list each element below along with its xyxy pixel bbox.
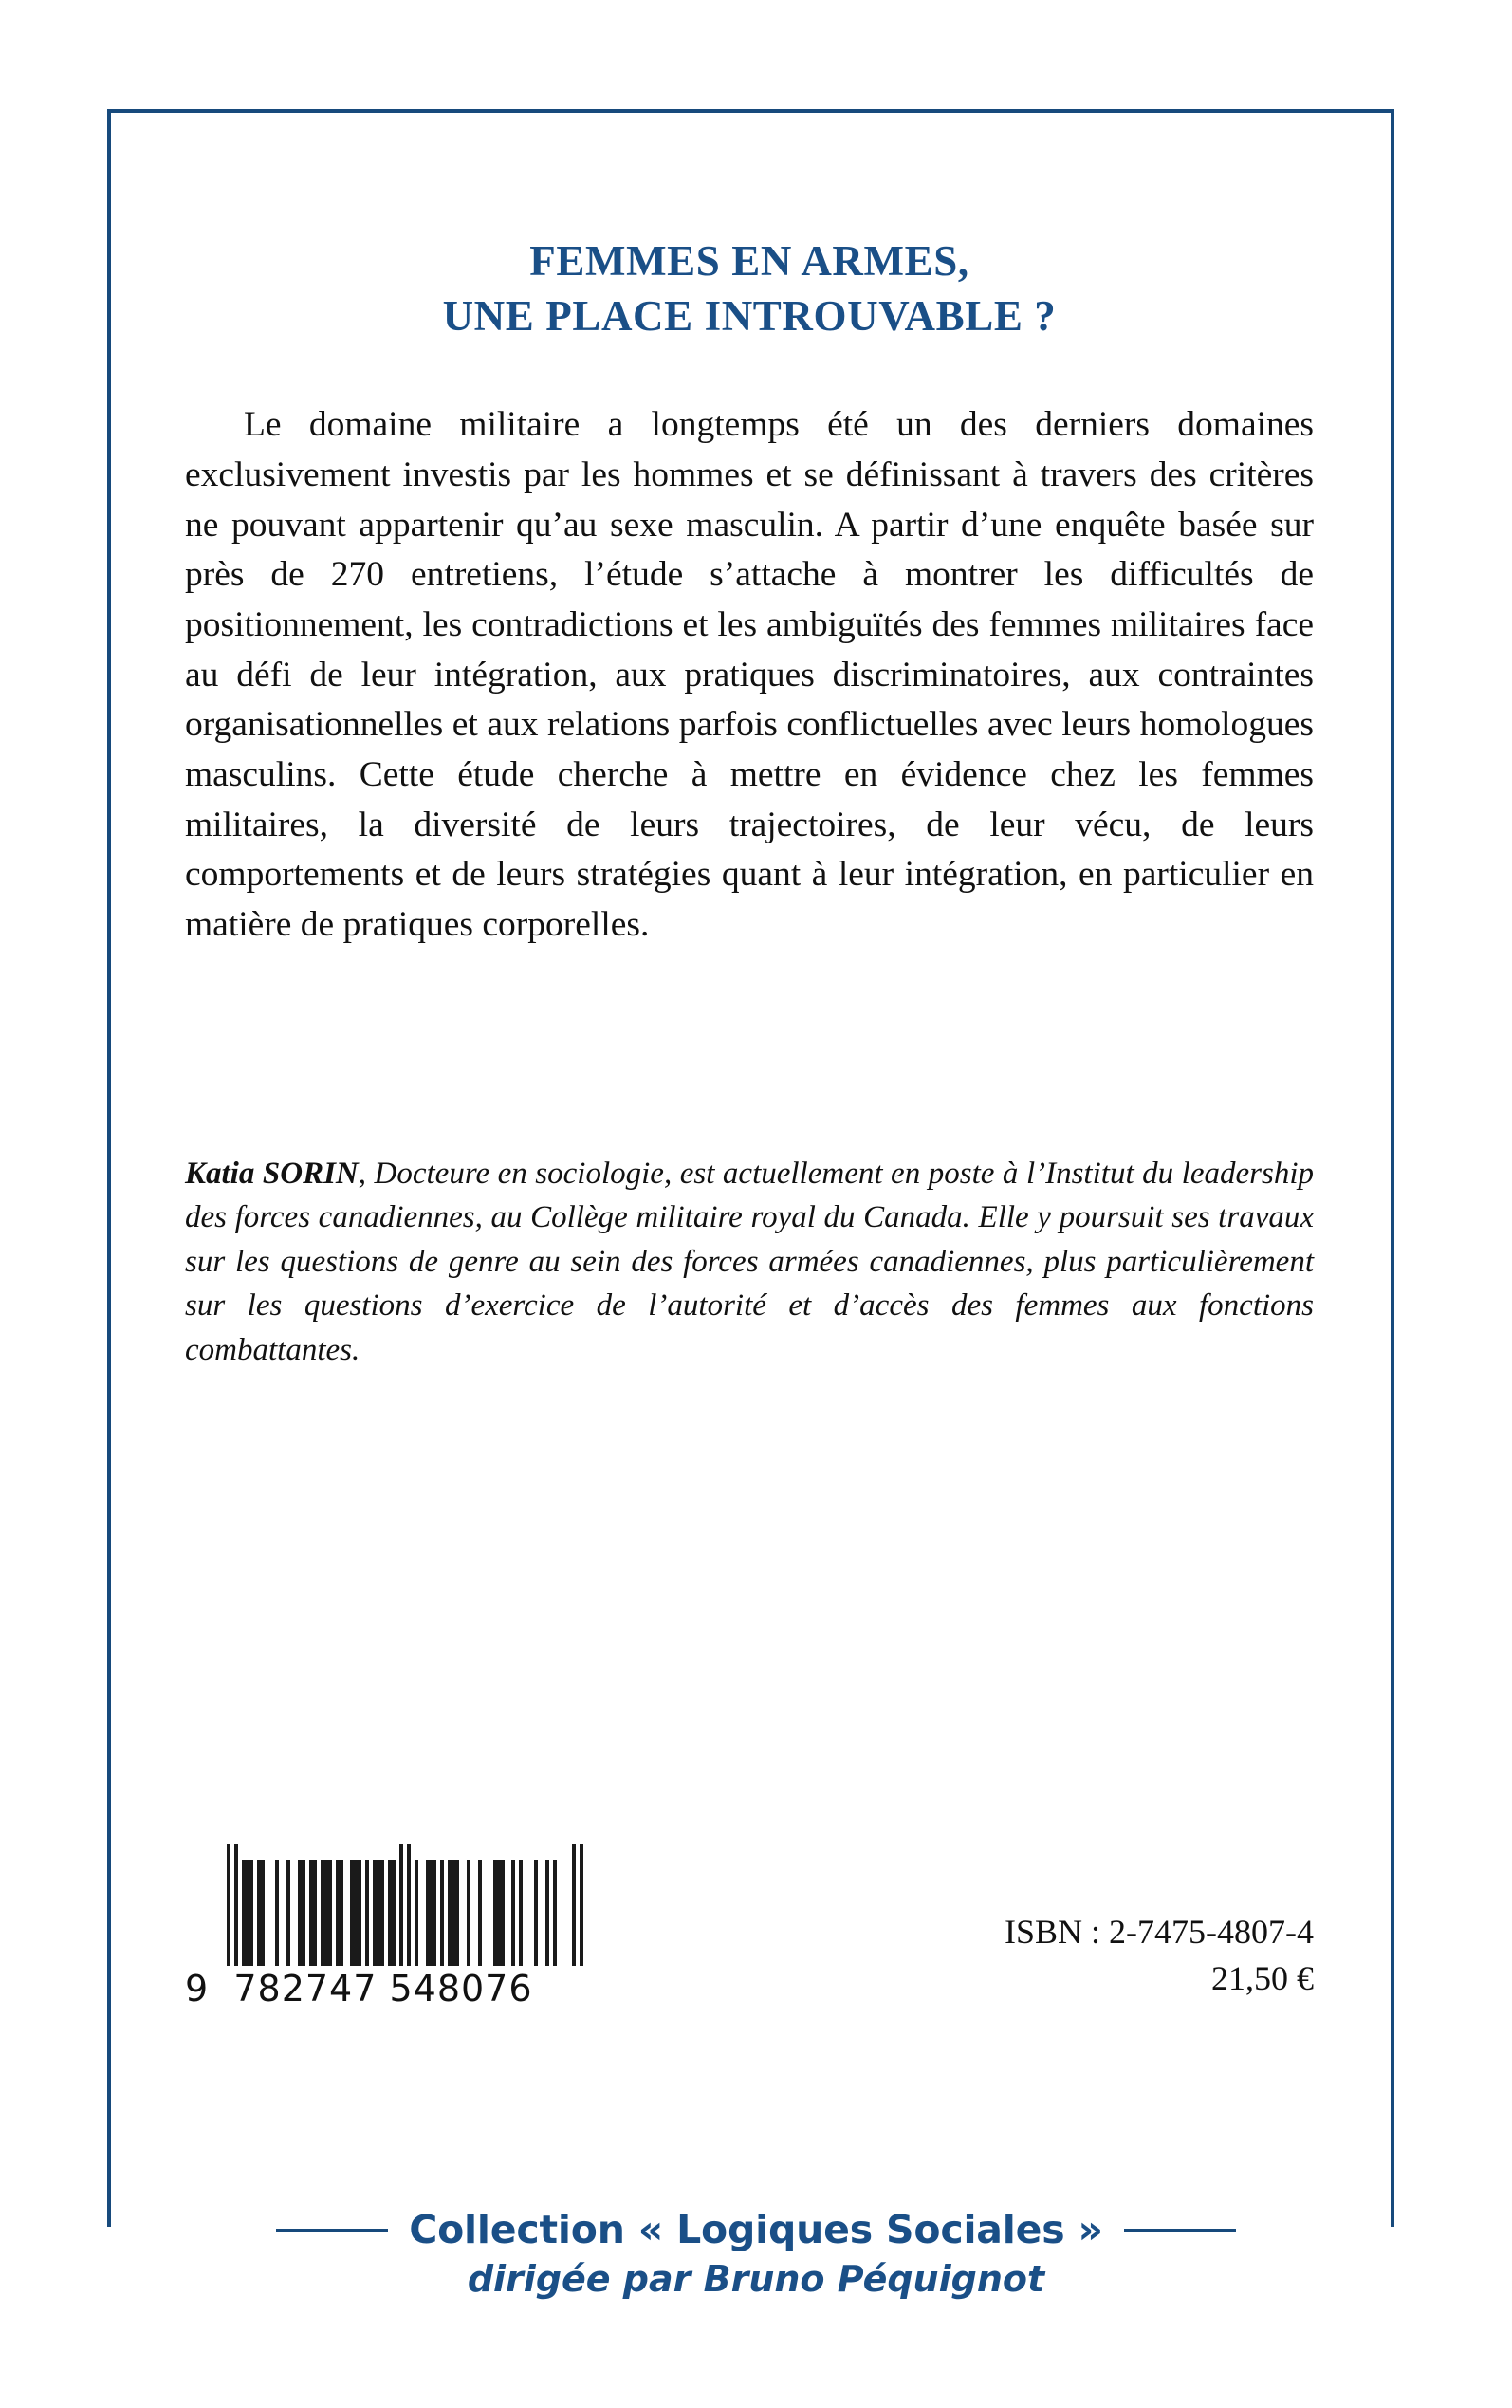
isbn-value: ISBN : 2-7475-4807-4	[1005, 1913, 1314, 1951]
collection-name: Collection « Logiques Sociales »	[409, 2207, 1103, 2252]
isbn-barcode-row	[185, 1860, 1314, 2078]
price-value: 21,50 €	[1211, 1958, 1314, 1997]
footer-rule-left	[276, 2229, 388, 2232]
author-name: Katia SORIN	[185, 1156, 359, 1191]
barcode-bars	[227, 1860, 583, 1966]
title-line-2: UNE PLACE INTROUVABLE ?	[442, 291, 1057, 340]
barcode-digits: 9 782747 548076	[185, 1968, 533, 2010]
collection-director: dirigée par Bruno Péquignot	[467, 2258, 1045, 2300]
collection-footer	[0, 2207, 1512, 2300]
cover-content	[185, 109, 1314, 1403]
collection-line	[0, 2207, 1512, 2252]
ean13-barcode	[185, 1860, 583, 2010]
author-bio	[185, 1152, 1314, 1373]
book-blurb: Le domaine militaire a longtemps été un des derniers domaines exclusivement investis par les hommes et se définissant à travers des critères ne pouvant appartenir qu’au sexe masculin. A partir d’une enquête basée sur près de 270 entretiens, l’étude s’attache à montrer les difficultés de positionnement, les contradictions et les ambiguïtés des femmes militaires face au défi de leur intégration, aux pratiques discriminatoires, aux contraintes organisationnelles et aux relations parfois conflictuelles avec leurs homologues masculins. Cette étude cherche à mettre en évidence chez les femmes militaires, la diversité de leurs trajectoires, de leur vécu, de leurs comportements et de leurs stratégies quant à leur intégration, en particulier en matière de pratiques corporelles.	[185, 405, 1314, 945]
author-bio-text: , Docteure en sociologie, est actuellement en poste à l’Institut du leadership des forces canadiennes, au Collège militaire royal du Canada. Elle y poursuit ses travaux sur les questions de genre au sein des forces armées canadiennes, plus particulièrement sur les questions d’exercice de l’autorité et d’accès des femmes aux fonctions combattantes.	[185, 1156, 1314, 1367]
page-title	[185, 234, 1314, 343]
publication-details	[1005, 1909, 1314, 2002]
title-line-1: FEMMES EN ARMES,	[529, 237, 969, 285]
footer-rule-right	[1124, 2229, 1236, 2232]
